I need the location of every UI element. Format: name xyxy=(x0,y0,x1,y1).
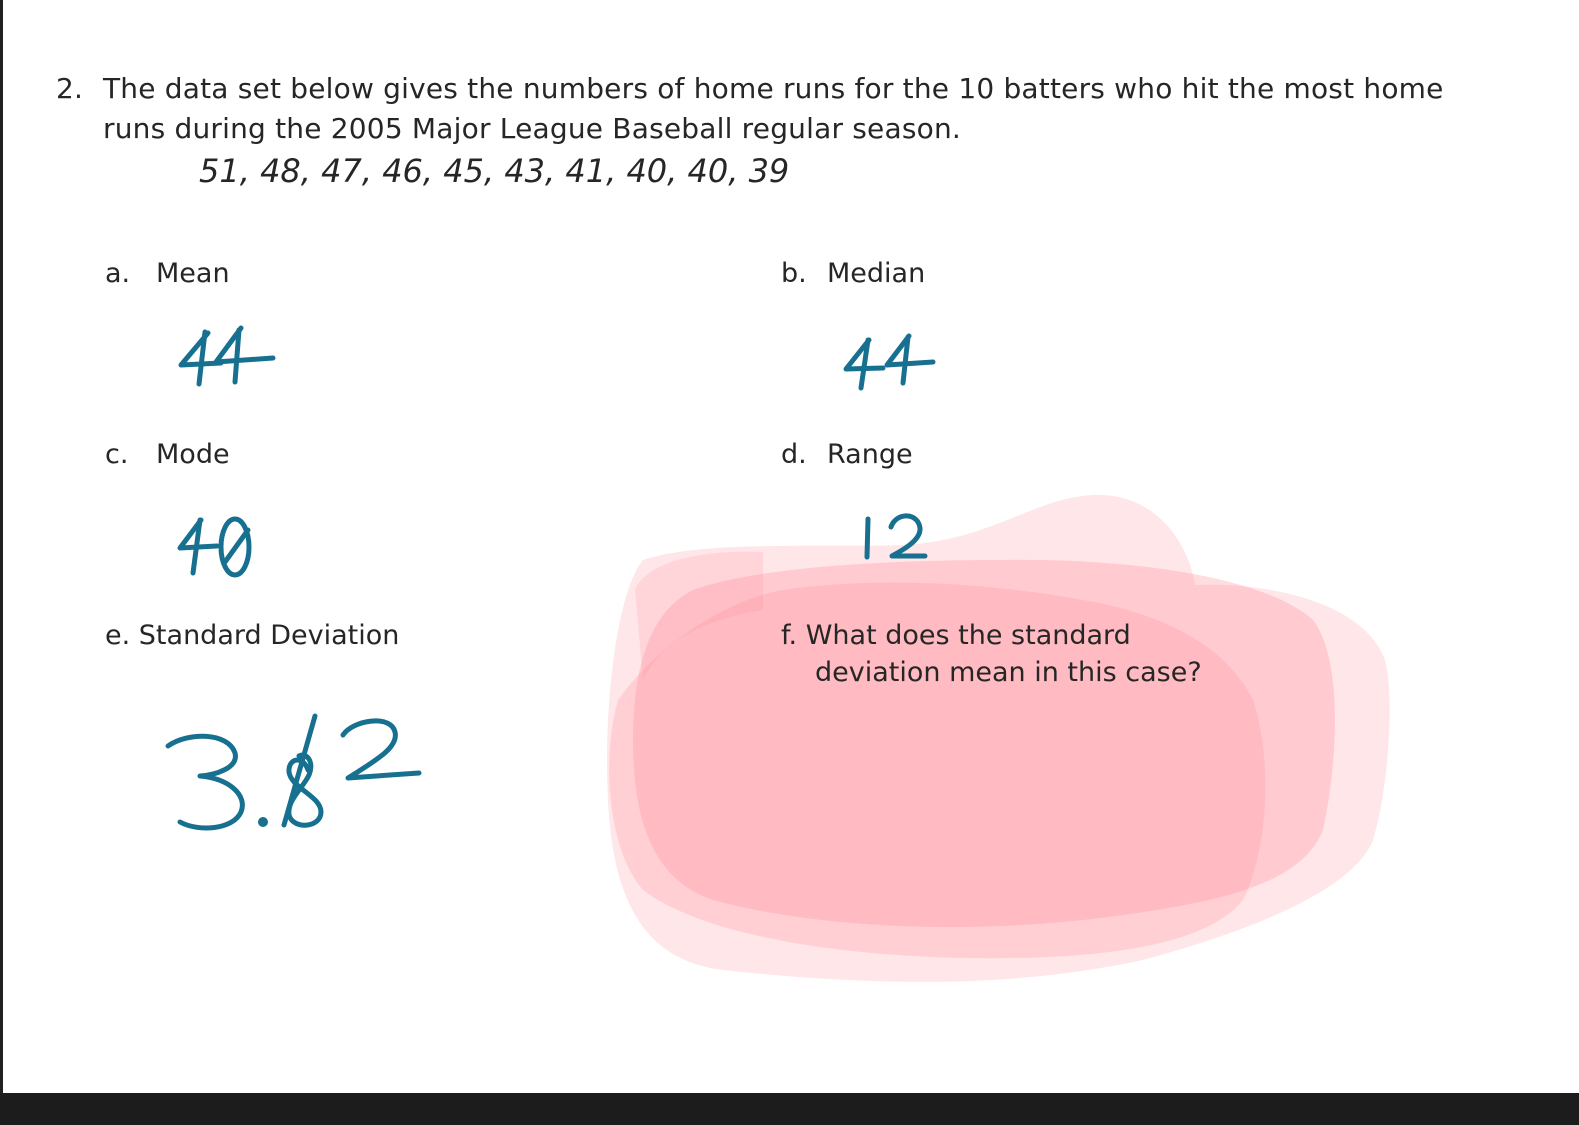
part-a-letter: a. xyxy=(105,258,131,289)
answer-mode-handwritten xyxy=(180,519,249,575)
part-d-letter: d. xyxy=(781,439,807,470)
part-b-letter: b. xyxy=(781,258,807,289)
part-c-label: Mode xyxy=(156,439,230,470)
data-set: 51, 48, 47, 46, 45, 43, 41, 40, 40, 39 xyxy=(199,152,790,190)
answer-range-handwritten xyxy=(867,516,925,557)
part-f-letter: f. xyxy=(781,620,798,651)
bottom-bar xyxy=(0,1093,1579,1125)
part-b-label: Median xyxy=(827,258,926,289)
answer-standard-deviation-handwritten xyxy=(168,716,419,828)
part-e-label: Standard Deviation xyxy=(138,620,400,651)
part-f-text-line-2: deviation mean in this case? xyxy=(815,657,1202,688)
part-d-label: Range xyxy=(827,439,913,470)
part-a-label: Mean xyxy=(156,258,230,289)
question-text-line-2: runs during the 2005 Major League Baseball regular season. xyxy=(103,112,962,145)
handwritten-answers xyxy=(3,0,1579,1093)
answer-mean-handwritten xyxy=(181,328,273,384)
question-text-line-1: The data set below gives the numbers of home runs for the 10 batters who hit the most home xyxy=(103,72,1444,105)
part-f-text-line-1: What does the standard xyxy=(805,620,1131,651)
answer-median-handwritten xyxy=(846,336,933,388)
question-number: 2. xyxy=(56,72,84,105)
part-c-letter: c. xyxy=(105,439,129,470)
part-e-letter: e. xyxy=(105,620,131,651)
